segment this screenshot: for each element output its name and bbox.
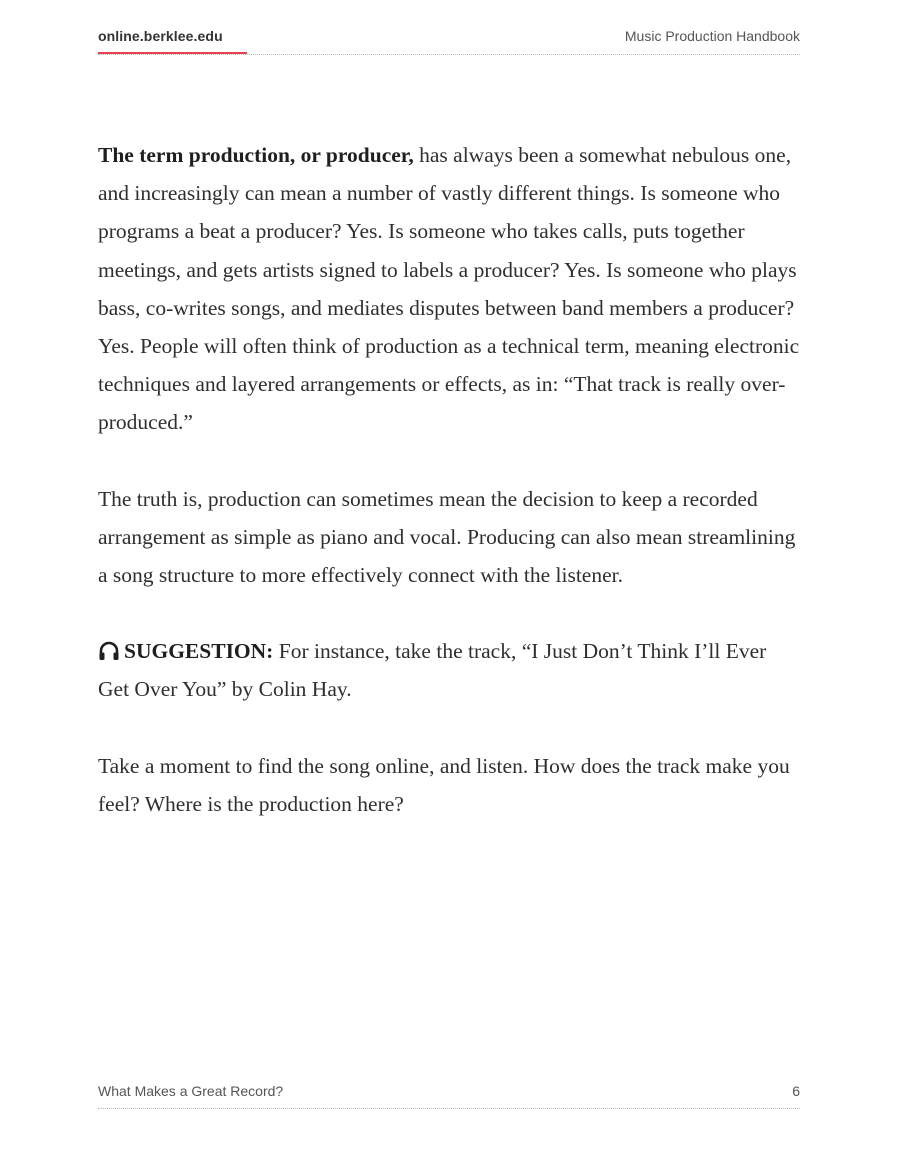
site-link[interactable]: online.berklee.edu (98, 28, 223, 44)
page-number: 6 (792, 1083, 800, 1099)
handbook-title: Music Production Handbook (624, 28, 800, 44)
paragraph-production-definition (98, 136, 800, 442)
suggestion-label: SUGGESTION: (124, 639, 274, 664)
paragraph-text: has always been a somewhat nebulous one, and increasingly can mean a number of vastly different things. Is someone who programs a beat a producer? Yes. Is someone who takes calls, puts together meetings, and gets artists signed to labels a producer? Yes. Is someone who plays bass, co-writes songs, and mediates disputes between band members a producer? Yes. People will often think of production as a technical term, meaning electronic techniques and layered arrangements or effects, as in: “That track is really over-produced.” (98, 143, 800, 435)
footer-divider (98, 1108, 800, 1109)
site-underline (98, 52, 247, 54)
lead-bold-phrase: The term production, or producer, (98, 143, 414, 167)
paragraph-listen: Take a moment to find the song online, and listen. How does the track make you feel? Where is the production here? (98, 753, 790, 816)
header-divider (98, 54, 800, 55)
paragraph-truth: The truth is, production can sometimes mean the decision to keep a recorded arrangement as simple as piano and vocal. Producing can also mean streamlining a song structure to more effectively connect with the listener. (98, 486, 796, 588)
headphones-icon (98, 635, 120, 655)
page-body (98, 136, 800, 861)
chapter-title: What Makes a Great Record? (98, 1083, 284, 1099)
suggestion-text: For instance, take the track, “I Just Don’t Think I’ll Ever Get Over You” by Colin Hay. (98, 639, 767, 702)
suggestion-paragraph (98, 632, 800, 708)
page-footer (98, 1083, 800, 1113)
page-header (98, 28, 800, 58)
